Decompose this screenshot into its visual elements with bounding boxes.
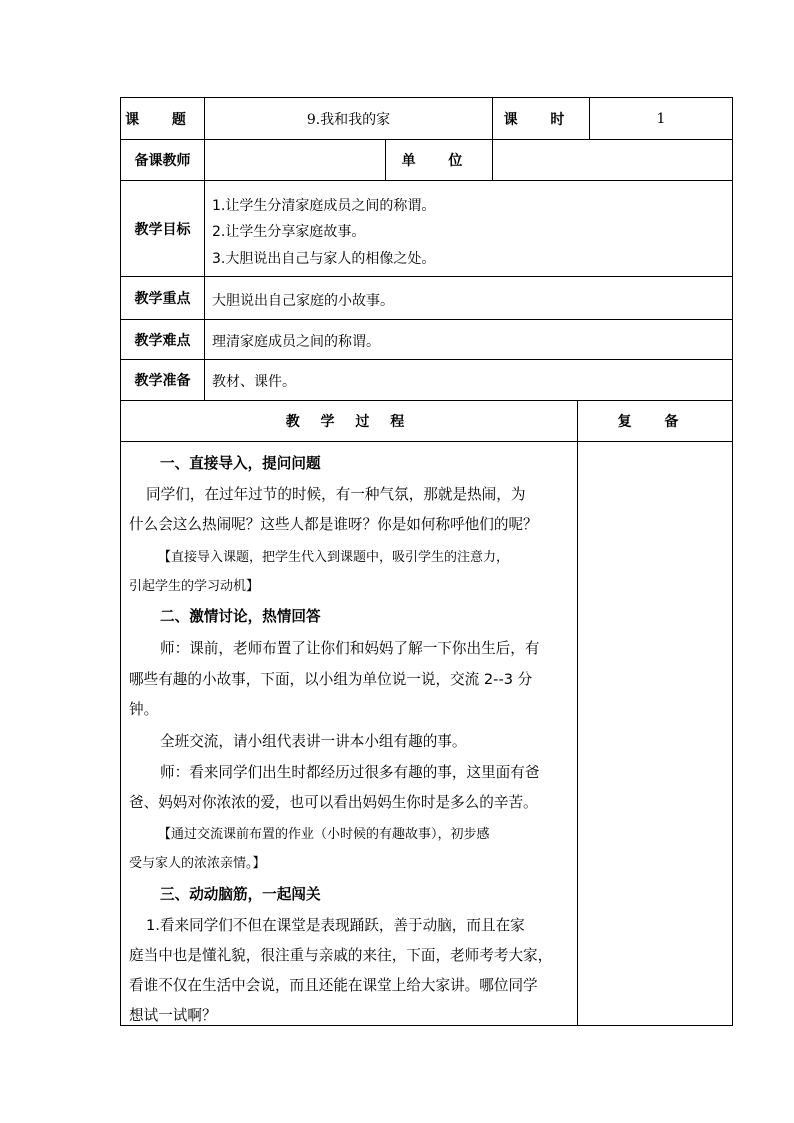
body-line: 钟。 (129, 701, 159, 718)
key-point-label (121, 277, 204, 319)
note-line: 【直接导入课题，把学生代入到课题中，吸引学生的注意力， (158, 550, 510, 565)
body-line: 1.看来同学们不但在课堂是表现踊跃，善于动脑，而且在家 (146, 917, 525, 934)
body-line: 爸、妈妈对你浓浓的爱，也可以看出妈妈生你时是多么的辛苦。 (129, 794, 538, 811)
teacher-value (205, 140, 385, 180)
table-rule (577, 400, 578, 1026)
table-rule (120, 276, 733, 277)
preparation-label (121, 360, 204, 400)
topic-label (121, 98, 204, 139)
body-line: 什么会这么热闹呢？这些人都是谁呀？你是如何称呼他们的呢？ (129, 516, 538, 533)
process-header-text: 教 学 过 程 (285, 414, 413, 430)
preparation-value: 教材、课件。 (212, 374, 296, 390)
body-line: 师：看来同学们出生时都经历过很多有趣的事，这里面有爸 (160, 764, 540, 781)
objective-item: 2.让学生分享家庭故事。 (212, 224, 366, 240)
table-rule (120, 441, 733, 442)
difficulty-value: 理清家庭成员之间的称谓。 (212, 334, 380, 350)
table-rule (120, 319, 733, 320)
objectives-label (121, 181, 204, 276)
objectives-label-text: 教学目标 (134, 221, 191, 238)
period-label (493, 98, 589, 139)
review-header (578, 401, 732, 441)
table-border-right (732, 97, 733, 1026)
topic-value-text: 9.我和我的家 (306, 111, 391, 128)
objective-item: 1.让学生分清家庭成员之间的称谓。 (212, 198, 436, 214)
body-line: 师：课前，老师布置了让你们和妈妈了解一下你出生后，有 (160, 640, 540, 657)
body-line: 哪些有趣的小故事，下面，以小组为单位说一说，交流 2--3 分 (129, 671, 533, 688)
body-line: 同学们，在过年过节的时候，有一种气氛，那就是热闹，为 (146, 486, 526, 503)
note-line: 引起学生的学习动机】 (129, 579, 260, 594)
body-line: 想试一试啊？ (129, 1007, 217, 1024)
teacher-label-text: 备课教师 (134, 153, 191, 169)
section-heading: 二、激情讨论，热情回答 (160, 608, 321, 625)
note-line: 受与家人的浓浓亲情。】 (129, 856, 266, 871)
preparation-label-text: 教学准备 (134, 373, 191, 389)
key-point-value: 大胆说出自己家庭的小故事。 (212, 293, 394, 309)
table-rule (120, 359, 733, 360)
key-point-label-text: 教学重点 (134, 291, 191, 307)
body-line: 全班交流，请小组代表讲一讲本小组有趣的事。 (160, 733, 467, 750)
unit-label (386, 140, 492, 180)
period-label-text: 课 时 (503, 111, 579, 128)
unit-label-text: 单 位 (401, 153, 477, 169)
note-line: 【通过交流课前布置的作业（小时候的有趣故事），初步感 (158, 827, 490, 842)
unit-value (493, 140, 732, 180)
period-value-text: 1 (656, 110, 666, 127)
process-header (121, 401, 577, 441)
section-heading: 一、直接导入，提问问题 (160, 455, 321, 472)
body-line: 庭当中也是懂礼貌，很注重与亲戚的来往，下面，老师考考大家， (129, 947, 553, 964)
period-value (590, 98, 732, 139)
review-header-text: 复 备 (617, 414, 693, 430)
difficulty-label (121, 320, 204, 359)
objective-item: 3.大胆说出自己与家人的相像之处。 (212, 251, 436, 267)
table-rule (120, 180, 733, 181)
section-heading: 三、动动脑筋，一起闯关 (160, 886, 321, 903)
table-border-bottom (120, 1025, 733, 1026)
difficulty-label-text: 教学难点 (134, 332, 191, 349)
topic-label-text: 课 题 (125, 111, 200, 128)
topic-value (205, 98, 492, 139)
teacher-label (121, 140, 204, 180)
body-line: 看谁不仅在生活中会说，而且还能在课堂上给大家讲。哪位同学 (129, 977, 538, 994)
